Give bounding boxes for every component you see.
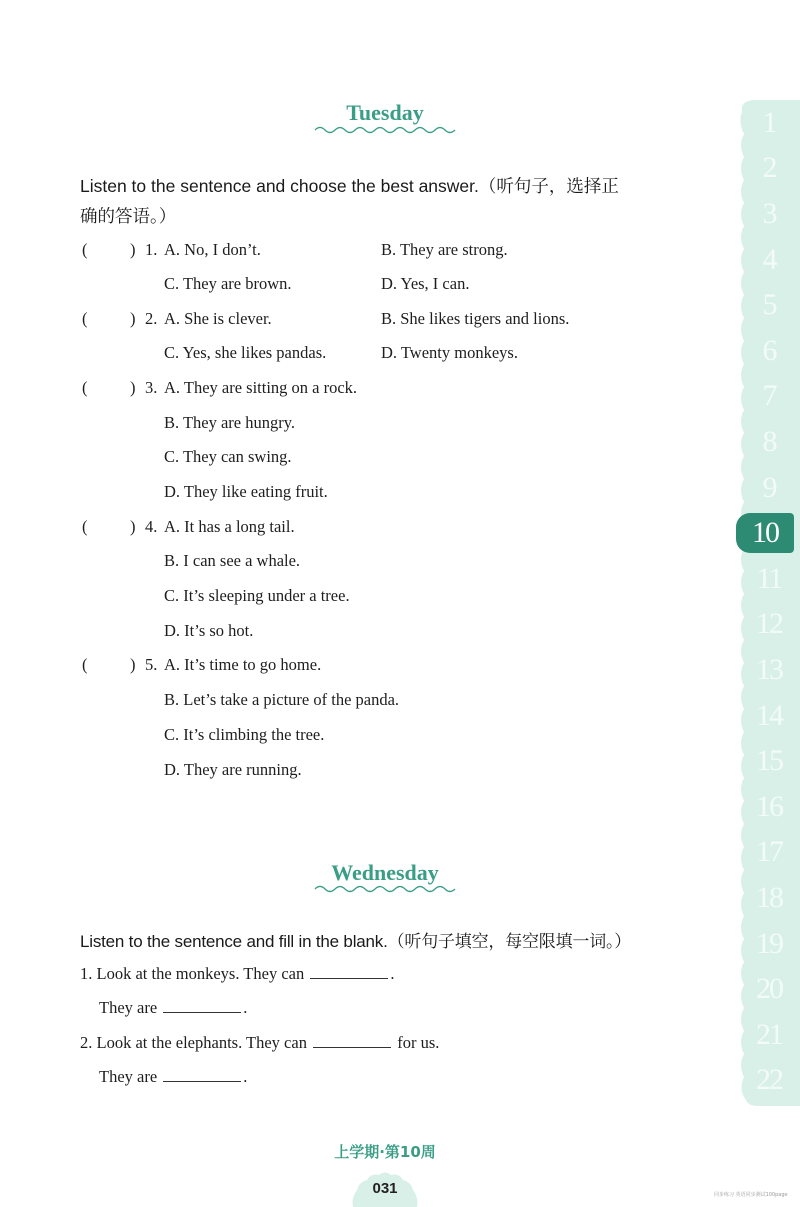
answer-blank[interactable]: [310, 964, 388, 979]
option-b: B. They are hungry.: [164, 413, 296, 432]
option-d: D. Twenty monkeys.: [381, 343, 518, 362]
wednesday-instruction: Listen to the sentence and fill in the blank.（听句子填空，每空限填一词。）: [80, 932, 632, 951]
week-tab-10[interactable]: 10: [736, 513, 794, 553]
week-tab-19[interactable]: 19: [756, 926, 782, 960]
answer-blank[interactable]: [163, 1067, 241, 1082]
answer-paren-close: ): [130, 655, 136, 674]
answer-paren-open: (: [82, 517, 88, 536]
option-b: B. She likes tigers and lions.: [381, 309, 570, 328]
option-b: B. They are strong.: [381, 240, 508, 259]
fill-item-1-line-1: [80, 964, 394, 984]
week-tab-strip: [738, 100, 800, 1106]
option-c: C. They can swing.: [164, 447, 292, 466]
answer-paren-open: (: [82, 378, 88, 397]
week-tab-17[interactable]: 17: [756, 835, 782, 869]
sentence-end: .: [243, 998, 248, 1017]
sentence-end: .: [243, 1067, 248, 1086]
option-d: D. It’s so hot.: [164, 621, 254, 640]
option-d: D. Yes, I can.: [381, 274, 470, 293]
answer-paren-close: ): [130, 517, 136, 536]
option-a: A. It’s time to go home.: [164, 655, 322, 674]
week-tab-2[interactable]: 2: [762, 151, 776, 185]
week-tab-8[interactable]: 8: [762, 424, 776, 458]
option-a: A. She is clever.: [164, 309, 272, 328]
section-title-tuesday: Tuesday: [346, 100, 424, 125]
week-tab-20[interactable]: 20: [756, 972, 782, 1006]
option-b: B. Let’s take a picture of the panda.: [164, 690, 400, 709]
question-number: 2.: [145, 309, 158, 328]
fill-item-2-line-1: [80, 1033, 439, 1053]
answer-paren-close: ): [130, 309, 136, 328]
instruction-line-1: Listen to the sentence and choose the best answer.（听句子，选择正: [80, 176, 619, 196]
week-tab-22[interactable]: 22: [756, 1063, 782, 1097]
week-tab-15[interactable]: 15: [756, 744, 782, 778]
option-c: C. It’s sleeping under a tree.: [164, 586, 350, 605]
answer-blank[interactable]: [163, 998, 241, 1013]
title-underline-squiggle: [310, 883, 460, 893]
option-a: A. It has a long tail.: [164, 517, 295, 536]
sentence-text: They are: [99, 1067, 158, 1086]
answer-paren-close: ): [130, 240, 136, 259]
question-number: 4.: [145, 517, 158, 536]
week-tab-1[interactable]: 1: [762, 105, 776, 139]
sentence-end: for us.: [397, 1033, 440, 1052]
option-c: C. They are brown.: [164, 274, 292, 293]
week-tab-3[interactable]: 3: [762, 196, 776, 230]
option-c: C. It’s climbing the tree.: [164, 725, 325, 744]
footer-week-label: 上学期·第10周: [334, 1143, 436, 1161]
sentence-text: They are: [99, 998, 158, 1017]
tuesday-instruction: [80, 171, 700, 231]
week-tab-5[interactable]: 5: [762, 288, 776, 322]
option-d: D. They like eating fruit.: [164, 482, 328, 501]
footer-tiny-note: 同步练习 英语同步测试100page: [714, 1192, 788, 1198]
week-tab-16[interactable]: 16: [756, 789, 782, 823]
week-tab-6[interactable]: 6: [762, 333, 776, 367]
answer-blank[interactable]: [313, 1033, 391, 1048]
week-tab-9[interactable]: 9: [762, 470, 776, 504]
question-number: 5.: [145, 655, 158, 674]
week-tab-4[interactable]: 4: [762, 242, 776, 276]
week-tab-12[interactable]: 12: [756, 607, 782, 641]
fill-item-2-line-2: [99, 1067, 247, 1087]
question-number: 1.: [145, 240, 158, 259]
instruction-line-2: 确的答语。）: [80, 206, 177, 226]
week-tab-13[interactable]: 13: [756, 652, 782, 686]
answer-paren-open: (: [82, 309, 88, 328]
week-tab-11[interactable]: 11: [756, 561, 782, 595]
week-tab-18[interactable]: 18: [756, 880, 782, 914]
answer-paren-open: (: [82, 655, 88, 674]
option-d: D. They are running.: [164, 760, 302, 779]
option-b: B. I can see a whale.: [164, 551, 301, 570]
week-tab-14[interactable]: 14: [756, 698, 782, 732]
answer-paren-close: ): [130, 378, 136, 397]
sentence-end: .: [390, 964, 395, 983]
title-underline-squiggle: [310, 124, 460, 134]
page-number: 031: [372, 1180, 398, 1197]
week-tab-21[interactable]: 21: [756, 1017, 782, 1051]
fill-item-1-line-2: [99, 998, 247, 1018]
sentence-text: 1. Look at the monkeys. They can: [80, 964, 305, 983]
section-title-wednesday: Wednesday: [331, 860, 439, 885]
option-a: A. No, I don’t.: [164, 240, 261, 259]
answer-paren-open: (: [82, 240, 88, 259]
question-number: 3.: [145, 378, 158, 397]
option-c: C. Yes, she likes pandas.: [164, 343, 327, 362]
sentence-text: 2. Look at the elephants. They can: [80, 1033, 307, 1052]
option-a: A. They are sitting on a rock.: [164, 378, 358, 397]
week-tab-7[interactable]: 7: [762, 379, 776, 413]
